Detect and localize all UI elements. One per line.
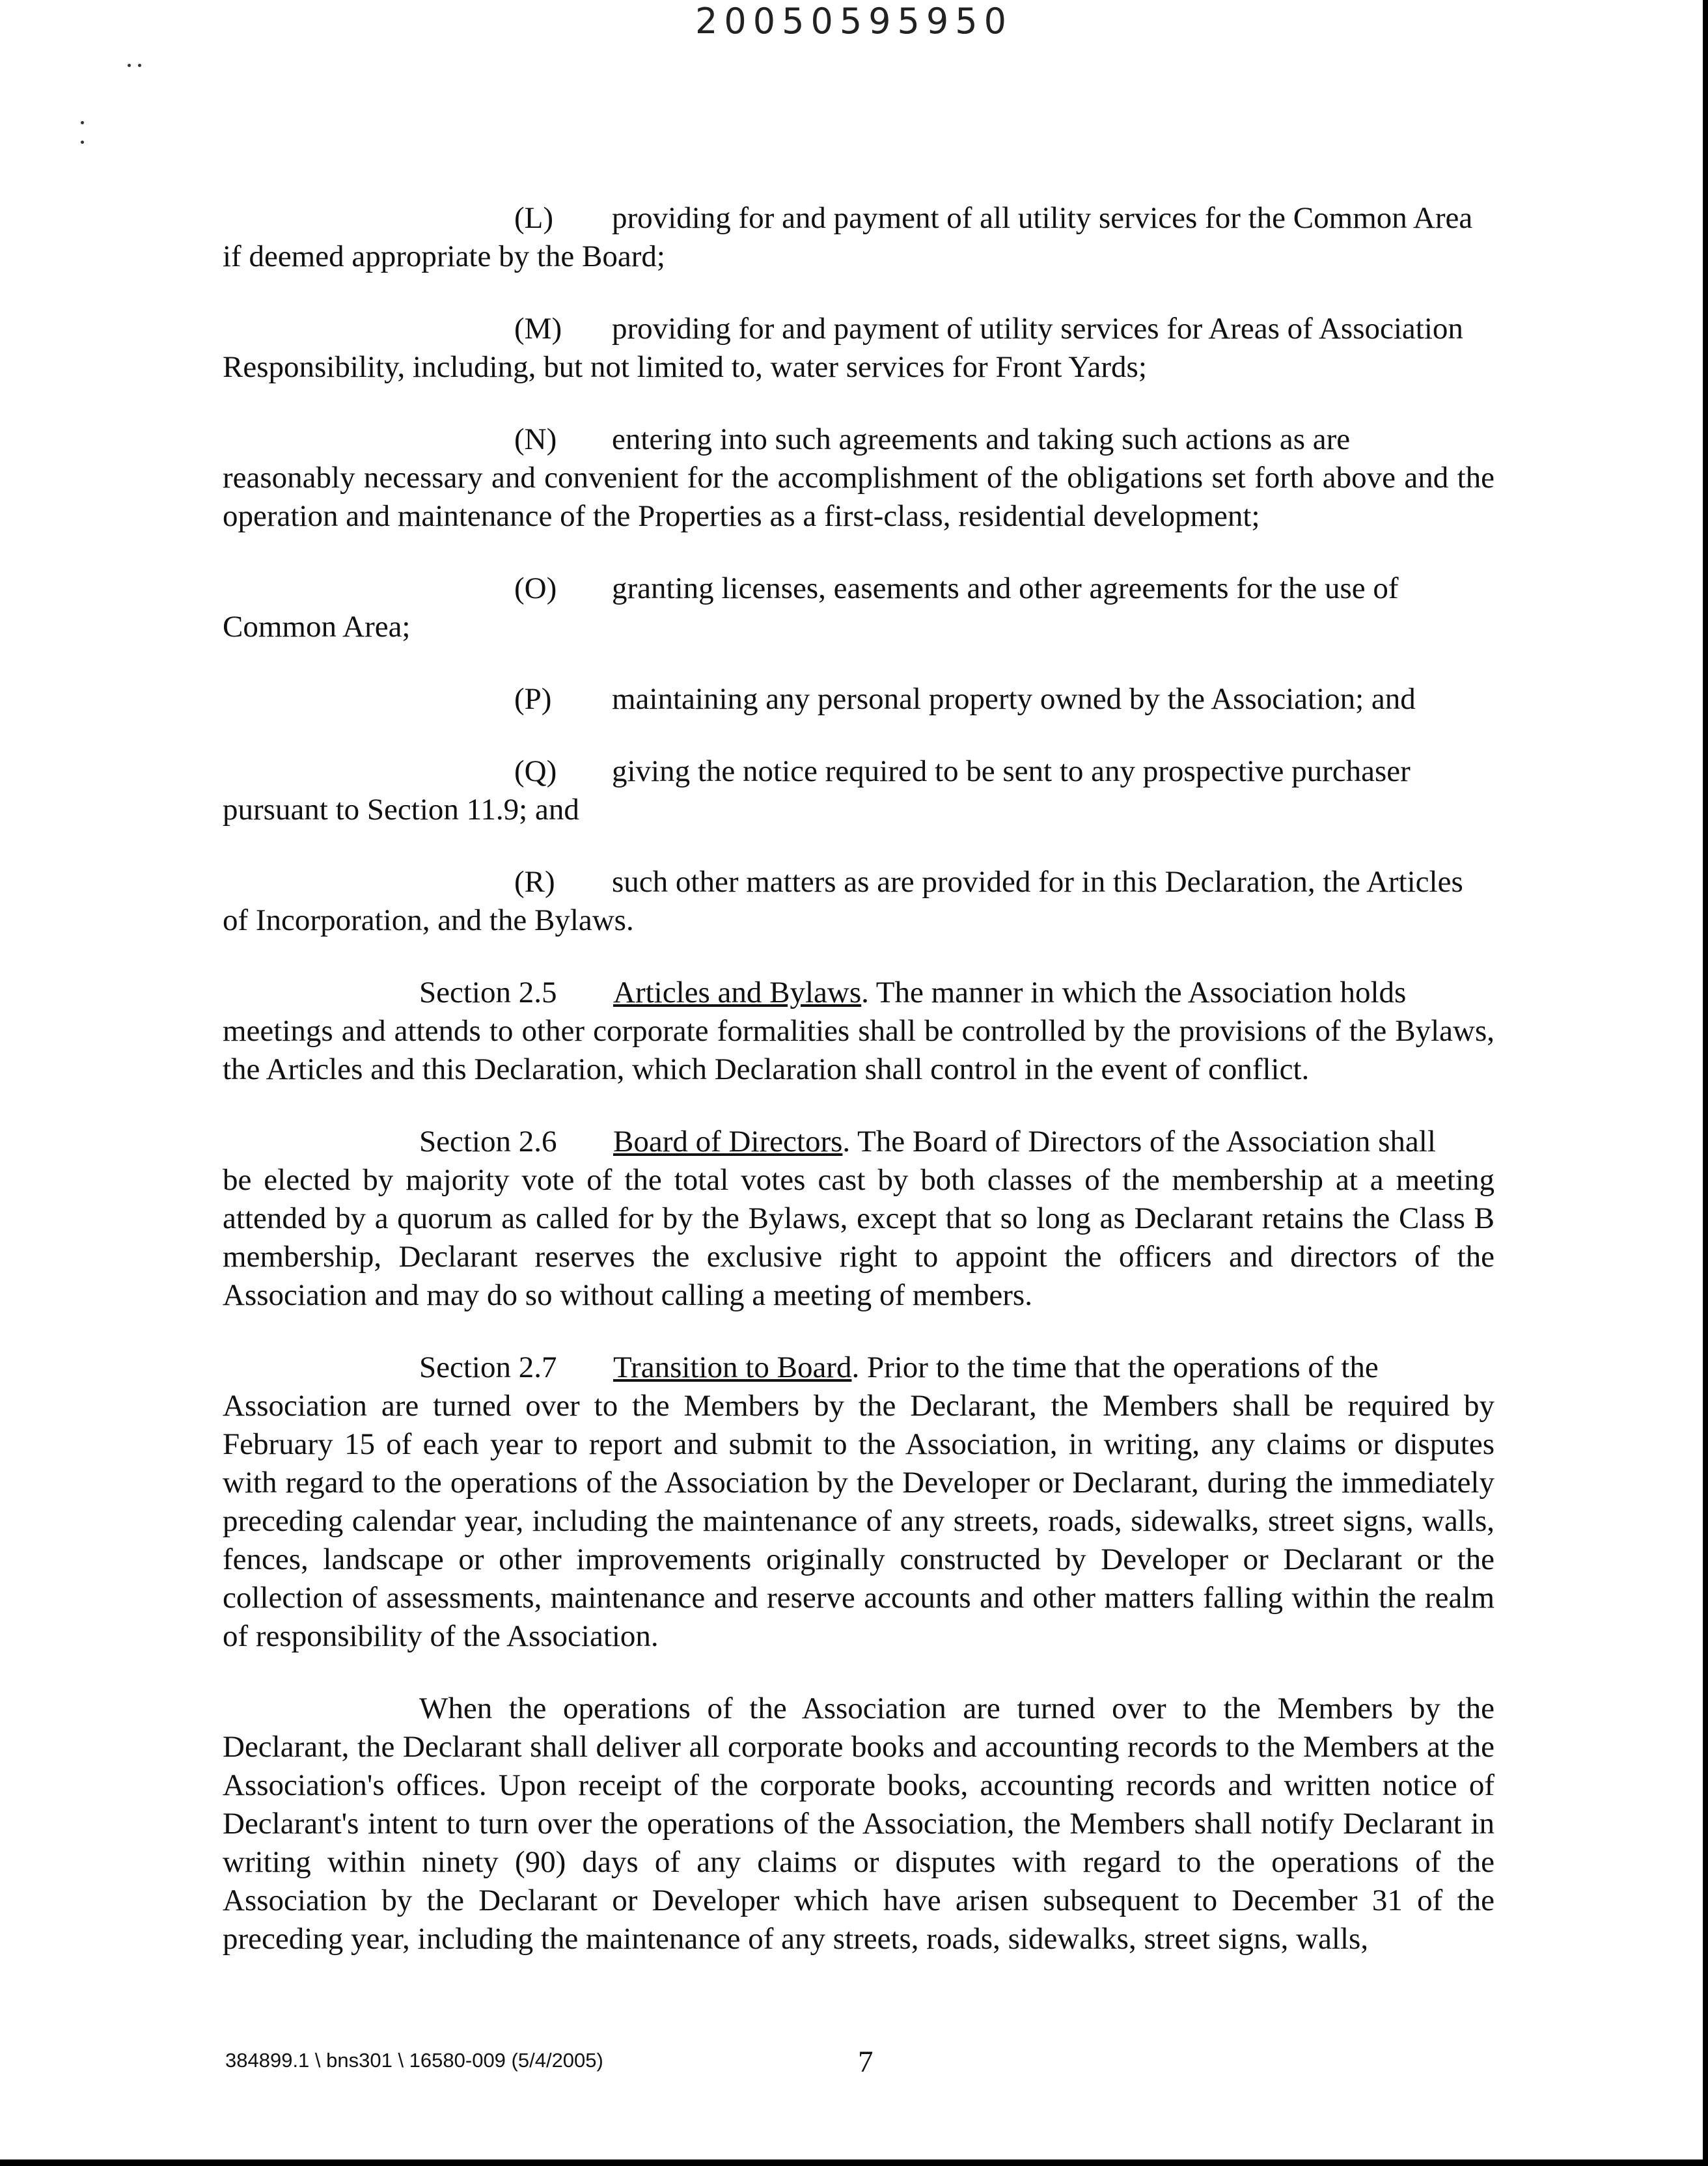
list-item-continuation: Common Area;: [223, 610, 411, 644]
list-item-text: granting licenses, easements and other agreements for the use of: [612, 571, 1399, 605]
list-item: [223, 752, 1494, 829]
section-number: Section 2.7: [419, 1350, 557, 1384]
scan-border-right: [1703, 0, 1708, 2166]
section-title: Transition to Board: [613, 1350, 852, 1384]
section-first-line: [223, 1123, 1494, 1161]
section-first-line: [223, 1349, 1494, 1387]
list-item: [223, 863, 1494, 940]
section-lead-text: . The manner in which the Association holds: [861, 976, 1407, 1009]
list-item-continuation: reasonably necessary and convenient for the accomplishment of the obligations set forth above and the operation and maintenance of the Properties as a first-class, residential development;: [223, 461, 1494, 533]
page-number: 7: [858, 2045, 874, 2079]
section-lead-text: . Prior to the time that the operations of the: [851, 1350, 1379, 1384]
section-number: Section 2.5: [419, 976, 557, 1009]
document-body: [223, 199, 1494, 1958]
list-item-first-line: [223, 569, 1494, 608]
list-item-continuation: pursuant to Section 11.9; and: [223, 793, 579, 827]
list-item-first-line: [223, 420, 1494, 459]
list-item-first-line: [223, 752, 1494, 791]
list-item-label: (Q): [514, 754, 557, 788]
list-item-label: (O): [514, 571, 557, 605]
section-body: Association are turned over to the Members by the Declarant, the Members shall be required by February 15 of each year to report and submit to the Association, in writing, any claims or disputes with regard to the operations of the Association by the Developer or Declarant, during the immediately preceding calendar year, including the maintenance of any streets, roads, sidewalks, street signs, walls, fences, landscape or other improvements originally constructed by Developer or Declarant or the collection of assessments, maintenance and reserve accounts and other matters falling within the realm of responsibility of the Association.: [223, 1389, 1494, 1653]
scan-border-bottom: [0, 2159, 1708, 2166]
list-item-continuation: of Incorporation, and the Bylaws.: [223, 903, 634, 937]
scan-speck: [81, 141, 84, 144]
section-title: Articles and Bylaws: [613, 976, 862, 1009]
list-item: [223, 569, 1494, 646]
section-lead-text: . The Board of Directors of the Association shall: [842, 1125, 1436, 1158]
scan-speck: [81, 121, 84, 124]
list-item-text: providing for and payment of utility services for Areas of Association: [612, 312, 1463, 346]
scan-speck: [138, 64, 141, 67]
list-item: [223, 199, 1494, 276]
list-item-label: (P): [514, 682, 552, 716]
document-number: 20050595950: [695, 1, 1013, 42]
footer-document-reference: 384899.1 \ bns301 \ 16580-009 (5/4/2005): [225, 2049, 603, 2072]
list-item-label: (L): [514, 201, 554, 235]
list-item-label: (N): [514, 422, 557, 456]
section-paragraph: [223, 974, 1494, 1089]
closing-paragraph: [223, 1690, 1494, 1958]
scan-speck: [128, 64, 131, 67]
section-body: meetings and attends to other corporate formalities shall be controlled by the provisions of the Bylaws, the Articles and this Declaration, which Declaration shall control in the event of conflict.: [223, 1014, 1494, 1086]
list-item-label: (R): [514, 865, 555, 899]
list-item: [223, 310, 1494, 387]
list-item-continuation: if deemed appropriate by the Board;: [223, 240, 665, 273]
list-item-text: giving the notice required to be sent to any prospective purchaser: [612, 754, 1411, 788]
section-number: Section 2.6: [419, 1125, 557, 1158]
section-paragraph: [223, 1123, 1494, 1315]
list-item-text: maintaining any personal property owned by the Association; and: [612, 682, 1416, 716]
list-item-text: such other matters as are provided for in this Declaration, the Articles: [612, 865, 1463, 899]
closing-paragraph-text: When the operations of the Association are turned over to the Members by the Declarant, the Declarant shall deliver all corporate books and accounting records to the Members at the Association's offices. Upon receipt of the corporate books, accounting records and written notice of Declarant's intent to turn over the operations of the Association, the Members shall notify Declarant in writing within ninety (90) days of any claims or disputes with regard to the operations of the Association by the Declarant or Developer which have arisen subsequent to December 31 of the preceding year, including the maintenance of any streets, roads, sidewalks, street signs, walls,: [223, 1692, 1494, 1956]
section-body: be elected by majority vote of the total votes cast by both classes of the membership at a meeting attended by a quorum as called for by the Bylaws, except that so long as Declarant retains the Class B membership, Declarant reserves the exclusive right to appoint the officers and directors of the Association and may do so without calling a meeting of members.: [223, 1163, 1494, 1312]
list-item-text: entering into such agreements and taking such actions as are: [612, 422, 1351, 456]
list-item-text: providing for and payment of all utility services for the Common Area: [612, 201, 1473, 235]
section-paragraph: [223, 1349, 1494, 1656]
list-item-first-line: [223, 680, 1494, 719]
list-item: [223, 420, 1494, 536]
list-item-label: (M): [514, 312, 562, 346]
list-item-first-line: [223, 310, 1494, 348]
list-item-first-line: [223, 863, 1494, 901]
list-item-first-line: [223, 199, 1494, 238]
section-title: Board of Directors: [613, 1125, 843, 1158]
list-item-continuation: Responsibility, including, but not limited to, water services for Front Yards;: [223, 350, 1147, 384]
section-first-line: [223, 974, 1494, 1012]
list-item: [223, 680, 1494, 719]
